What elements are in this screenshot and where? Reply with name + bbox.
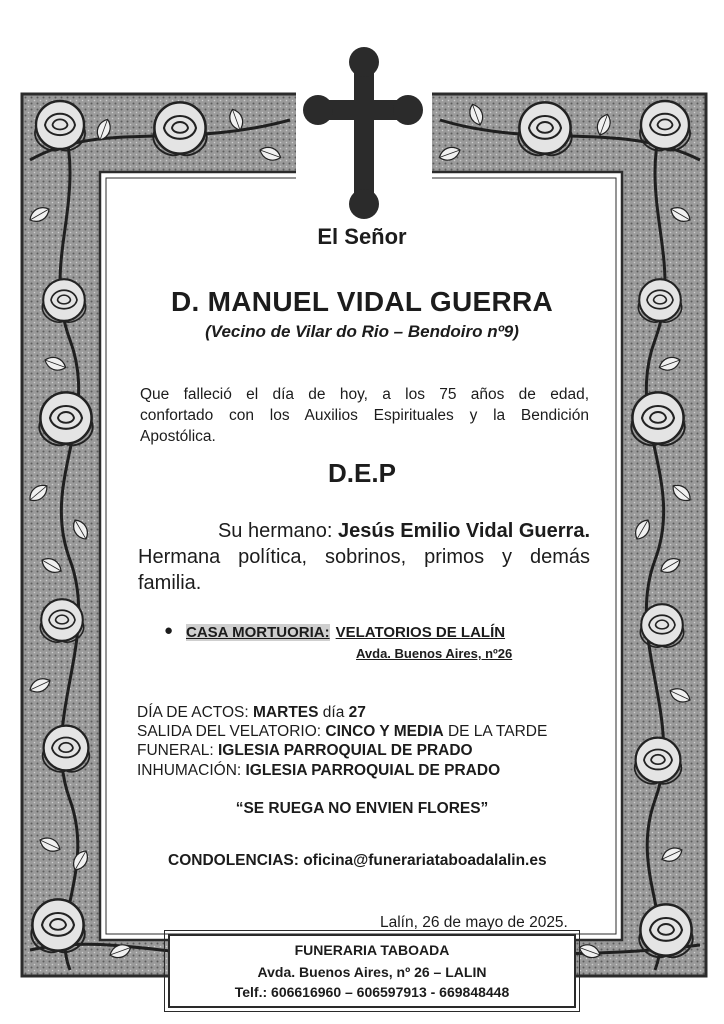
acts-day (137, 704, 366, 722)
acts-day-number: 27 (348, 704, 366, 721)
acts-day-label: DÍA DE ACTOS: (137, 704, 254, 721)
cross-icon (300, 40, 426, 220)
deceased-residence: (Vecino de Vilar do Rio – Bendoiro nº9) (205, 322, 519, 341)
acts-funeral-label: FUNERAL: (137, 742, 218, 759)
family-line: Hermana política, sobrinos, primos y demás (138, 546, 590, 568)
footer-box (168, 934, 576, 1008)
wake-location (186, 624, 505, 641)
wake-address: Avda. Buenos Aires, nº26 (356, 646, 513, 661)
no-flowers-notice: “SE RUEGA NO ENVIEN FLORES” (235, 800, 489, 817)
deceased-name: D. MANUEL VIDAL GUERRA (170, 286, 554, 317)
acts-funeral-value: IGLESIA PARROQUIAL DE PRADO (217, 742, 473, 759)
family-line-brother (138, 518, 590, 544)
acts-burial-label: INHUMACIÓN: (137, 762, 246, 779)
condolences-label: CONDOLENCIAS: (168, 852, 304, 869)
death-notice (140, 384, 589, 447)
footer-company: FUNERARIA TABOADA (294, 942, 450, 958)
condolences (168, 852, 547, 870)
family-line: familia. (138, 572, 202, 594)
acts-burial (137, 762, 500, 780)
acts-day-value: MARTES (253, 704, 319, 721)
death-notice-line: confortado con los Auxilios Espirituales y la Bendición (140, 407, 589, 424)
footer-phones: Telf.: 606616960 – 606597913 - 669848448 (234, 984, 510, 1000)
heading: El Señor (317, 224, 407, 249)
acts-funeral (137, 742, 473, 760)
death-notice-line: Que falleció el día de hoy, a los 75 años de edad, (140, 386, 589, 403)
bullet-icon: ● (164, 622, 174, 639)
footer-address: Avda. Buenos Aires, nº 26 – LALIN (257, 964, 487, 980)
date-line: Lalín, 26 de mayo de 2025. (380, 914, 568, 931)
brother-name: Jesús Emilio Vidal Guerra. (338, 520, 590, 542)
dep-text: D.E.P (328, 458, 396, 488)
condolences-email[interactable]: oficina@funerariataboadalalin.es (303, 852, 547, 869)
family-prefix: Su hermano: (217, 520, 339, 542)
death-notice-line: Apostólica. (140, 428, 216, 445)
acts-departure-suffix: DE LA TARDE (443, 723, 548, 740)
acts-burial-value: IGLESIA PARROQUIAL DE PRADO (245, 762, 501, 779)
family-paragraph (138, 518, 590, 596)
acts-departure (137, 723, 547, 741)
acts-day-word: día (318, 704, 349, 721)
wake-label: CASA MORTUORIA: (186, 624, 330, 641)
wake-value: VELATORIOS DE LALÍN (335, 624, 506, 641)
acts-departure-label: SALIDA DEL VELATORIO: (137, 723, 326, 740)
acts-departure-value: CINCO Y MEDIA (325, 723, 444, 740)
